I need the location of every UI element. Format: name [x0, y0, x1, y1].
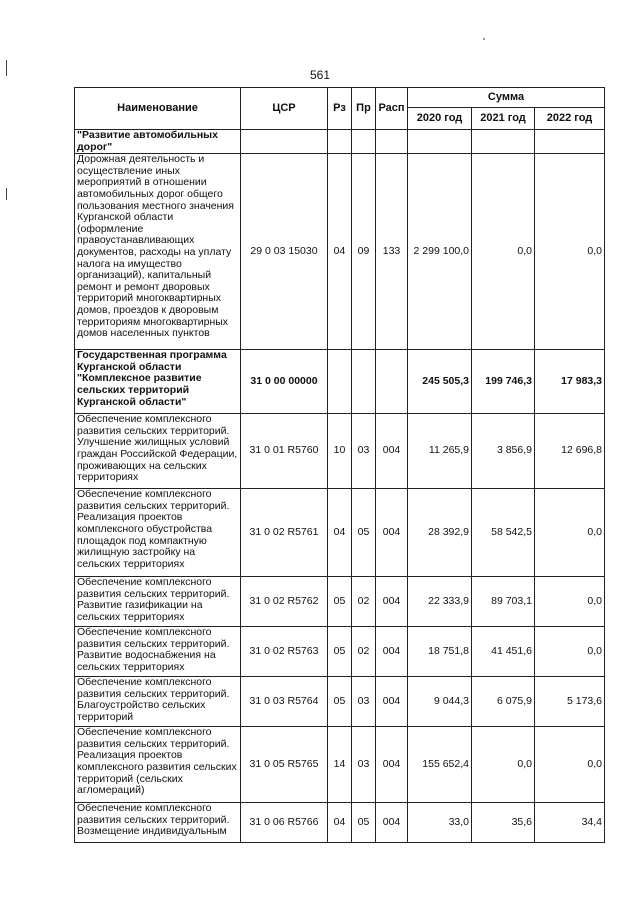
cell-rz: 10	[328, 414, 352, 489]
cell-pr	[352, 350, 376, 414]
cell-pr: 03	[352, 727, 376, 803]
header-pr: Пр	[352, 88, 376, 130]
cell-pr: 02	[352, 577, 376, 627]
cell-2020: 155 652,4	[408, 727, 472, 803]
cell-2022: 17 983,3	[535, 350, 605, 414]
cell-name: Обеспечение комплексного развития сельских территорий. Реализация проектов комплексного обустройства площадок под компактную жилищную застройку на сельских территориях	[75, 489, 241, 577]
header-rasp: Расп	[376, 88, 408, 130]
cell-2022	[535, 130, 605, 154]
cell-name: Обеспечение комплексного развития сельских территорий. Улучшение жилищных условий граждан Российской Федерации, проживающих на сельских территориях	[75, 414, 241, 489]
cell-pr	[352, 130, 376, 154]
cell-rasp	[376, 350, 408, 414]
cell-rz: 05	[328, 677, 352, 727]
header-csr: ЦСР	[241, 88, 328, 130]
cell-rasp: 004	[376, 677, 408, 727]
cell-2020: 245 505,3	[408, 350, 472, 414]
cell-csr: 31 0 01 R5760	[241, 414, 328, 489]
cell-csr: 31 0 05 R5765	[241, 727, 328, 803]
cell-csr: 31 0 02 R5763	[241, 627, 328, 677]
cell-rasp: 004	[376, 577, 408, 627]
cell-2020: 22 333,9	[408, 577, 472, 627]
cell-rz: 05	[328, 577, 352, 627]
cell-name: Обеспечение комплексного развития сельских территорий. Развитие водоснабжения на сельских территориях	[75, 627, 241, 677]
cell-name: Обеспечение комплексного развития сельских территорий. Возмещение индивидуальным	[75, 803, 241, 843]
cell-name: Обеспечение комплексного развития сельских территорий. Реализация проектов комплексного развития сельских территорий (сельских агломераций)	[75, 727, 241, 803]
cell-rz: 04	[328, 489, 352, 577]
cell-2020: 18 751,8	[408, 627, 472, 677]
cell-2021: 89 703,1	[472, 577, 535, 627]
cell-2021: 0,0	[472, 154, 535, 350]
cell-2020: 33,0	[408, 803, 472, 843]
table-body	[75, 130, 605, 843]
cell-pr: 03	[352, 677, 376, 727]
cell-rz	[328, 350, 352, 414]
table-row	[75, 577, 605, 627]
cell-rasp: 004	[376, 727, 408, 803]
page-number: 561	[309, 68, 331, 82]
table-row	[75, 803, 605, 843]
table-row	[75, 154, 605, 350]
cell-rasp: 004	[376, 489, 408, 577]
cell-name: Обеспечение комплексного развития сельских территорий. Благоустройство сельских территорий	[75, 677, 241, 727]
cell-2020	[408, 130, 472, 154]
table-row	[75, 414, 605, 489]
cell-csr: 29 0 03 15030	[241, 154, 328, 350]
cell-2022: 0,0	[535, 577, 605, 627]
cell-2020: 11 265,9	[408, 414, 472, 489]
cell-2022: 0,0	[535, 154, 605, 350]
cell-2020: 28 392,9	[408, 489, 472, 577]
cell-name: "Развитие автомобильных дорог"	[75, 130, 241, 154]
cell-rz	[328, 130, 352, 154]
cell-2022: 0,0	[535, 489, 605, 577]
cell-csr: 31 0 02 R5761	[241, 489, 328, 577]
cell-2021: 6 075,9	[472, 677, 535, 727]
header-2022: 2022 год	[535, 108, 605, 130]
cell-name: Дорожная деятельность и осуществление иных мероприятий в отношении автомобильных дорог общего пользования местного значения Курганской области (оформление правоустанавливающих документов, расходы на уплату налога на имущество организаций), капитальный ремонт и ремонт дворовых территорий многоквартирных домов, проездов к дворовым территориям многоквартирных домов населенных пунктов	[75, 154, 241, 350]
table-row	[75, 130, 605, 154]
cell-2021	[472, 130, 535, 154]
cell-2021: 199 746,3	[472, 350, 535, 414]
cell-2021: 35,6	[472, 803, 535, 843]
cell-2021: 58 542,5	[472, 489, 535, 577]
budget-table	[74, 87, 605, 843]
cell-csr: 31 0 06 R5766	[241, 803, 328, 843]
cell-2021: 0,0	[472, 727, 535, 803]
cell-rasp: 004	[376, 414, 408, 489]
cell-2021: 3 856,9	[472, 414, 535, 489]
margin-mark	[6, 188, 7, 200]
cell-2020: 2 299 100,0	[408, 154, 472, 350]
cell-2022: 12 696,8	[535, 414, 605, 489]
cell-rasp: 004	[376, 627, 408, 677]
cell-rasp: 133	[376, 154, 408, 350]
cell-pr: 03	[352, 414, 376, 489]
cell-pr: 05	[352, 489, 376, 577]
header-name: Наименование	[75, 88, 241, 130]
table-row	[75, 350, 605, 414]
cell-csr: 31 0 02 R5762	[241, 577, 328, 627]
header-2020: 2020 год	[408, 108, 472, 130]
cell-csr: 31 0 00 00000	[241, 350, 328, 414]
cell-rz: 05	[328, 627, 352, 677]
margin-mark	[6, 60, 7, 76]
table-row	[75, 677, 605, 727]
cell-2022: 0,0	[535, 727, 605, 803]
cell-name: Обеспечение комплексного развития сельских территорий. Развитие газификации на сельских территориях	[75, 577, 241, 627]
cell-2022: 5 173,6	[535, 677, 605, 727]
cell-2021: 41 451,6	[472, 627, 535, 677]
cell-rz: 04	[328, 803, 352, 843]
cell-csr: 31 0 03 R5764	[241, 677, 328, 727]
table-row	[75, 727, 605, 803]
cell-pr: 09	[352, 154, 376, 350]
cell-2020: 9 044,3	[408, 677, 472, 727]
header-rz: Рз	[328, 88, 352, 130]
cell-pr: 02	[352, 627, 376, 677]
cell-2022: 34,4	[535, 803, 605, 843]
table-row	[75, 627, 605, 677]
cell-csr	[241, 130, 328, 154]
cell-rz: 04	[328, 154, 352, 350]
table-row	[75, 489, 605, 577]
stray-dot	[483, 38, 485, 40]
cell-name: Государственная программа Курганской области "Комплексное развитие сельских территорий Курганской области"	[75, 350, 241, 414]
cell-2022: 0,0	[535, 627, 605, 677]
cell-rasp	[376, 130, 408, 154]
header-sum: Сумма	[408, 88, 605, 108]
cell-rz: 14	[328, 727, 352, 803]
cell-rasp: 004	[376, 803, 408, 843]
header-2021: 2021 год	[472, 108, 535, 130]
cell-pr: 05	[352, 803, 376, 843]
